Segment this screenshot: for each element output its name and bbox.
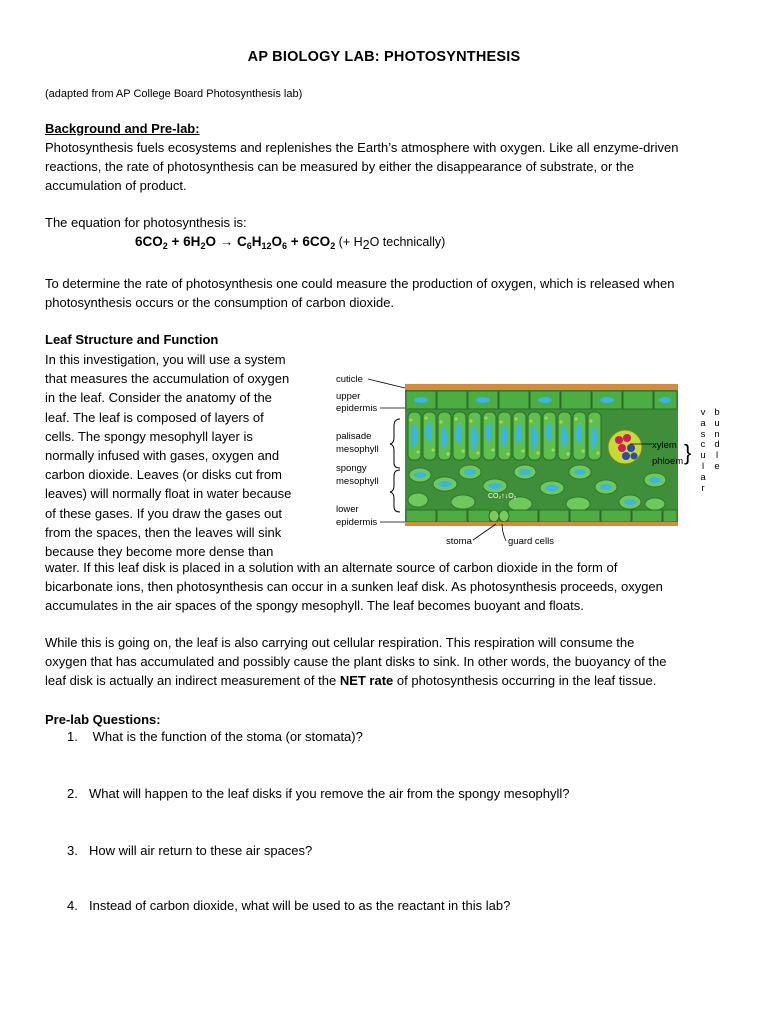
- respiration-line: While this is going on, the leaf is also carrying out cellular respiration. This respiration will consume the: [45, 635, 635, 650]
- prelab-question: 3. How will air return to these air spaces?: [67, 843, 313, 858]
- diagram-label-xylem: xylem: [652, 440, 677, 451]
- prelab-question: 1. What is the function of the stoma (or stomata)?: [67, 729, 363, 744]
- respiration-line: oxygen that has accumulated and possibly cause the plant disks to sink. In other words, the buoyancy of the: [45, 654, 667, 669]
- background-heading: Background and Pre-lab:: [45, 121, 200, 136]
- background-line: accumulation of product.: [45, 178, 187, 193]
- source-note: (adapted from AP College Board Photosynthesis lab): [45, 88, 303, 100]
- svg-text:lower: lower: [336, 504, 359, 515]
- svg-text:epidermis: epidermis: [336, 517, 378, 528]
- leaf-wrapped-text: In this investigation, you will use a system that measures the accumulation of oxygen in the leaf. Consider the anatomy of the leaf. The leaf is composed of layers of cells. The spongy mesophyll layer is normally infused with gases, oxygen and carbon dioxide. Leaves (or disks cut from leaves) will normally float in water because of these gases. If you draw the gases out from the spaces, then the leaves will sink because they become more dense than: [45, 352, 292, 560]
- rate-line: To determine the rate of photosynthesis one could measure the production of oxygen, which is released when: [45, 276, 675, 291]
- svg-text:mesophyll: mesophyll: [336, 476, 379, 487]
- leaf-line: water. If this leaf disk is placed in a solution with an alternate source of carbon dioxide in the form of: [45, 560, 618, 575]
- svg-text:spongy: spongy: [336, 463, 367, 474]
- page-title: AP BIOLOGY LAB: PHOTOSYNTHESIS: [247, 49, 521, 65]
- svg-text:stoma: stoma: [446, 536, 472, 547]
- equation-intro: The equation for photosynthesis is:: [45, 215, 247, 230]
- rate-line: photosynthesis occurs or the consumption of carbon dioxide.: [45, 295, 395, 310]
- svg-text:palisade: palisade: [336, 431, 372, 442]
- leaf-line: accumulates in the air spaces of the spongy mesophyll. The leaf becomes buoyant and floats.: [45, 598, 584, 613]
- svg-text:upper: upper: [336, 391, 361, 402]
- leaf-heading: Leaf Structure and Function: [45, 332, 219, 347]
- svg-text:guard cells: guard cells: [508, 536, 554, 547]
- diagram-label-phloem: phloem: [652, 456, 684, 467]
- leaf-line: bicarbonate ions, then photosynthesis can occur in a sunken leaf disk. As photosynthesis proceeds, oxygen: [45, 579, 663, 594]
- diagram-label-vascular: v a s c u l a r: [700, 407, 706, 494]
- diagram-label-bundle: b u n d l e: [714, 407, 720, 472]
- svg-text:mesophyll: mesophyll: [336, 444, 379, 455]
- background-line: Photosynthesis fuels ecosystems and replenishes the Earth’s atmosphere with oxygen. Like all enzyme-driven: [45, 140, 679, 155]
- leaf-cross-section-diagram: [330, 362, 705, 552]
- respiration-line-last: leaf disk is actually an indirect measurement of the NET rate of photosynthesis occurring in the leaf tissue.: [45, 673, 657, 688]
- svg-text:CO₂↑↓O₂: CO₂↑↓O₂: [488, 493, 517, 500]
- prelab-heading: Pre-lab Questions:: [45, 712, 161, 727]
- prelab-question: 2. What will happen to the leaf disks if you remove the air from the spongy mesophyll?: [67, 786, 570, 801]
- diagram-brace-vascular: }: [684, 440, 692, 465]
- photosynthesis-equation: $6CO_2 + 6H_2O \to C_6H_{12}O_6 + 6CO_2$ (+ $H_2O$ technically): [135, 234, 446, 252]
- prelab-question: 4. Instead of carbon dioxide, what will be used to as the reactant in this lab?: [67, 898, 511, 913]
- background-line: reactions, the rate of photosynthesis can be measured by either the disappearance of substrate, or the: [45, 159, 634, 174]
- arrow-icon: →: [219, 234, 234, 249]
- svg-text:cuticle: cuticle: [336, 374, 363, 385]
- svg-text:epidermis: epidermis: [336, 403, 378, 414]
